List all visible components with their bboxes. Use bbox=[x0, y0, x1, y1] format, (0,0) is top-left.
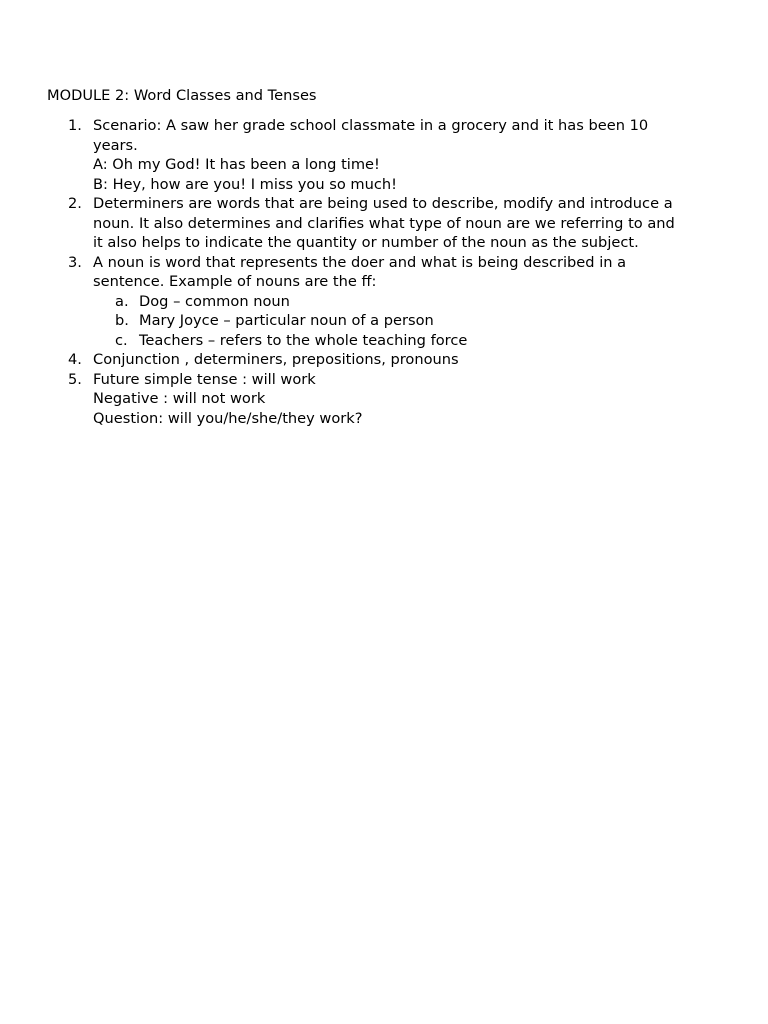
list-number: 3. bbox=[68, 253, 82, 271]
sub-list-item bbox=[93, 331, 716, 351]
list-number: 2. bbox=[68, 195, 82, 212]
list-item-text: A noun is word that represents the doer and what is being described in a bbox=[93, 253, 627, 271]
list-item-4 bbox=[66, 350, 716, 370]
sub-list-text: Dog – common noun bbox=[139, 292, 290, 310]
list-number: 4. bbox=[68, 351, 82, 368]
sub-list-item bbox=[93, 311, 716, 331]
dialogue-line: B: Hey, how are you! I miss you so much! bbox=[93, 175, 398, 193]
list-item-text: years. bbox=[93, 136, 138, 154]
dialogue-line: A: Oh my God! It has been a long time! bbox=[93, 156, 380, 173]
list-item-3 bbox=[66, 253, 716, 351]
list-number: 1. bbox=[68, 117, 82, 134]
sub-list-letter: b. bbox=[115, 312, 129, 329]
list-item-text: noun. It also determines and clarifies what type of noun are we referring to and bbox=[93, 214, 675, 232]
list-item-text: sentence. Example of nouns are the ff: bbox=[93, 273, 377, 290]
sub-list-letter: c. bbox=[115, 331, 128, 349]
list-item-text: Conjunction , determiners, prepositions, pronouns bbox=[93, 351, 459, 368]
sub-list-text: Teachers – refers to the whole teaching force bbox=[139, 331, 468, 349]
list-item-text: Scenario: A saw her grade school classmate in a grocery and it has been 10 bbox=[93, 117, 649, 134]
list-item-text: Question: will you/he/she/they work? bbox=[93, 409, 363, 427]
list-item-text: Future simple tense : will work bbox=[93, 370, 316, 388]
sub-list-text: Mary Joyce – particular noun of a person bbox=[139, 312, 434, 329]
list-item-text: Determiners are words that are being used to describe, modify and introduce a bbox=[93, 195, 673, 212]
answer-list bbox=[66, 116, 716, 428]
list-item-text: it also helps to indicate the quantity or number of the noun as the subject. bbox=[93, 234, 639, 251]
noun-examples-list bbox=[93, 292, 716, 351]
sub-list-letter: a. bbox=[115, 292, 129, 310]
sub-list-item bbox=[93, 292, 716, 312]
list-item-2 bbox=[66, 194, 716, 253]
list-item-text: Negative : will not work bbox=[93, 390, 266, 407]
list-item-5 bbox=[66, 370, 716, 429]
list-item-1 bbox=[66, 116, 716, 194]
document-title: MODULE 2: Word Classes and Tenses bbox=[47, 87, 317, 104]
list-number: 5. bbox=[68, 370, 82, 388]
